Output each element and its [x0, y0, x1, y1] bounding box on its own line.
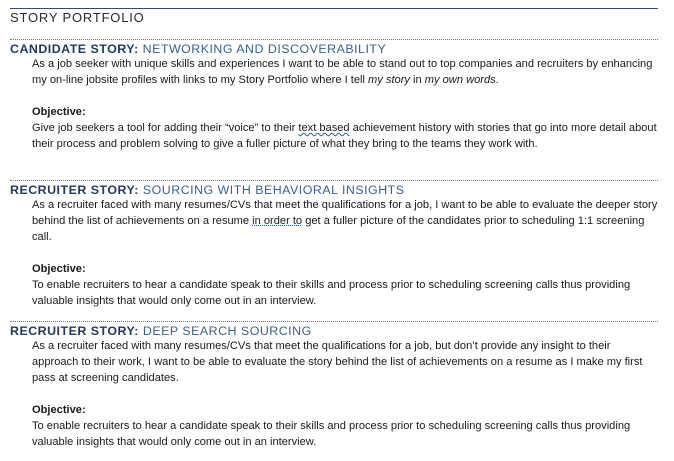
section-body — [32, 56, 658, 152]
title-top-rule — [10, 8, 658, 9]
section-heading — [10, 183, 658, 197]
objective-paragraph: To enable recruiters to hear a candidate speak to their skills and process prior to scheduling screening calls thus providing valuable insights that would only come out in an interview. — [32, 279, 631, 307]
section-heading — [10, 324, 658, 338]
section-divider — [10, 180, 658, 181]
section-label: RECRUITER STORY: — [10, 183, 139, 197]
section-body — [32, 338, 658, 450]
section-label: CANDIDATE STORY: — [10, 42, 139, 56]
story-text: As a job seeker with unique skills and experiences I want to be able to stand out to top companies and recruiters by enhancing my on-line jobsite profiles with links to my Story Portfolio where I tell — [32, 58, 653, 86]
objective-paragraph: To enable recruiters to hear a candidate speak to their skills and process prior to scheduling screening calls thus providing valuable insights that would only come out in an interview. — [32, 420, 631, 448]
story-paragraph: As a recruiter faced with many resumes/CVs that meet the qualifications for a job, but don’t provide any insight to their approach to their work, I want to be able to evaluate the story behind the list of achievements on a resume as I make my first pass at screening candidates. — [32, 340, 643, 384]
objective-paragraph — [32, 120, 658, 152]
section-recruiter-sourcing — [10, 180, 658, 309]
section-divider — [10, 39, 658, 40]
document-title: STORY PORTFOLIO — [10, 10, 145, 25]
story-emphasis: my story — [368, 74, 410, 86]
section-label: RECRUITER STORY: — [10, 324, 139, 338]
section-topic: DEEP SEARCH SOURCING — [142, 324, 312, 338]
objective-label: Objective: — [32, 404, 86, 416]
section-topic: SOURCING WITH BEHAVIORAL INSIGHTS — [142, 183, 405, 197]
objective-label: Objective: — [32, 106, 86, 118]
story-text: in — [409, 74, 425, 86]
objective-text: Give job seekers a tool for adding their “voice” to their — [32, 122, 299, 134]
story-emphasis: my own words — [424, 74, 496, 86]
story-text: . — [495, 74, 499, 86]
story-text: As a recruiter faced with many resumes/CVs that meet the qualifications for a job, I want to be able to evaluate the deeper story behind the list of achievements on a resume — [32, 199, 658, 227]
section-body — [32, 197, 658, 309]
objective-text: achievement history with stories that go into more detail about their process and problem solving to give a fuller picture of what they bring to the teams they work with. — [32, 122, 657, 150]
grammar-flagged-text[interactable]: text based — [298, 122, 350, 134]
section-recruiter-deep-search — [10, 321, 658, 450]
section-topic: NETWORKING AND DISCOVERABILITY — [142, 42, 387, 56]
section-candidate-story — [10, 39, 658, 152]
story-text: get a fuller picture of the candidates prior to scheduling 1:1 screening call. — [32, 215, 645, 243]
story-paragraph — [32, 197, 658, 245]
section-divider — [10, 321, 658, 322]
style-flagged-text[interactable]: in order to — [252, 215, 303, 227]
objective-label: Objective: — [32, 263, 86, 275]
section-heading — [10, 42, 658, 56]
story-paragraph — [32, 56, 658, 88]
